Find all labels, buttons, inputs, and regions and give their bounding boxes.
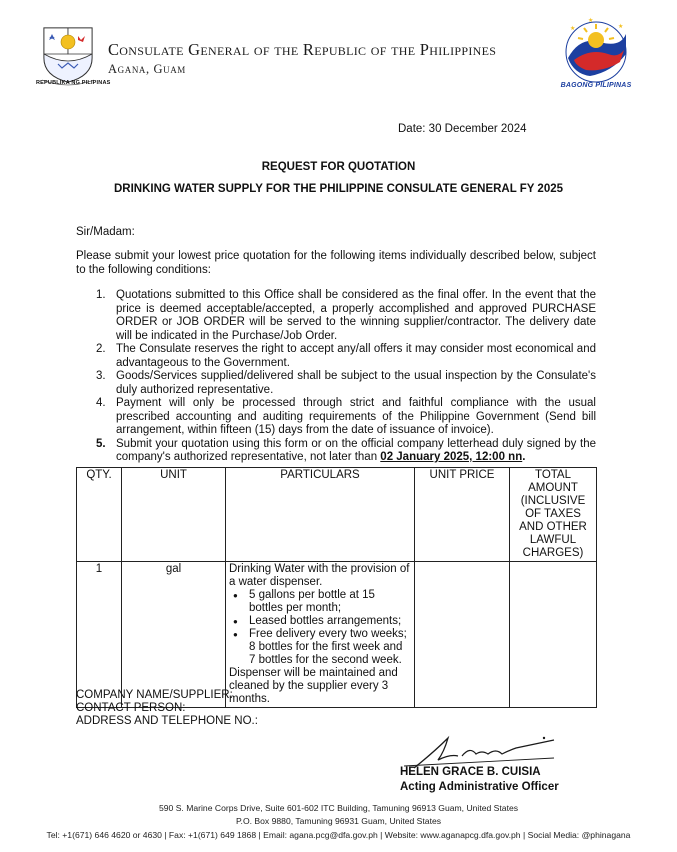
row-qty: 1 — [77, 562, 122, 708]
condition-text: Goods/Services supplied/delivered shall be subject to the usual inspection by the Consulate's duly authorized representative. — [116, 370, 596, 396]
contact-person-label: CONTACT PERSON: — [76, 702, 186, 714]
row-total-amount[interactable] — [510, 562, 597, 708]
condition-text: Submit your quotation using this form or on the official company letterhead duly signed by the company's authorized representative, not later than — [116, 437, 596, 463]
list-item: ● Free delivery every two weeks; 8 bottles for the first week and 7 bottles for the second week. — [249, 628, 411, 667]
table-header-row — [77, 468, 597, 562]
condition-number: 2. — [96, 343, 106, 355]
condition-item — [76, 289, 596, 343]
header-total-amount: TOTAL AMOUNT (INCLUSIVE OF TAXES AND OTHER LAWFUL CHARGES) — [510, 468, 597, 562]
condition-item — [76, 397, 596, 438]
list-item: ● Leased bottles arrangements; — [249, 615, 411, 628]
condition-text: Quotations submitted to this Office shall be considered as the final offer. In the event that the price is deemed acceptable/accepted, a properly accomplished and approved PURCHASE ORDER or JOB ORDER will be served to the winning supplier/contractor. The delivery date will be indicated in the Purchase/Job Order. — [116, 289, 596, 342]
condition-text: Payment will only be processed through strict and faithful compliance with the usual prescribed accounting and auditing requirements of the Philippine Government (Send bill arrangement, within fifteen (15) days from the date of issuance of invoice). — [116, 397, 596, 436]
address-telephone-label: ADDRESS AND TELEPHONE NO.: — [76, 715, 258, 727]
particulars-description: Drinking Water with the provision of a water dispenser. — [229, 563, 410, 588]
svg-text:★: ★ — [570, 26, 576, 32]
condition-end: . — [522, 451, 526, 463]
consulate-location: Agana, Guam — [108, 62, 186, 76]
table-row — [77, 562, 597, 708]
header-qty: QTY. — [77, 468, 122, 562]
condition-item — [76, 370, 596, 397]
company-name-label: COMPANY NAME/SUPPLIER: — [76, 689, 233, 701]
condition-number: 1. — [96, 289, 106, 301]
bagong-pilipinas-caption: BAGONG PILIPINAS — [560, 82, 632, 89]
signatory-position: Acting Administrative Officer — [400, 781, 559, 793]
consulate-title: Consulate General of the Republic of the Philippines — [108, 40, 497, 59]
svg-text:★: ★ — [618, 24, 624, 30]
philippine-seal — [38, 22, 98, 86]
bagong-pilipinas-logo — [560, 14, 632, 84]
conditions-list — [76, 289, 596, 465]
document-date: Date: 30 December 2024 — [398, 123, 527, 135]
list-item: ● 5 gallons per bottle at 15 bottles per month; — [249, 589, 411, 615]
condition-number: 4. — [96, 397, 106, 409]
submission-deadline: 02 January 2025, 12:00 nn — [380, 451, 523, 463]
particulars-list — [229, 589, 411, 667]
quotation-table — [76, 467, 597, 708]
header-particulars: PARTICULARS — [226, 468, 415, 562]
row-particulars — [226, 562, 415, 708]
condition-item — [76, 438, 596, 465]
footer-address: 590 S. Marine Corps Drive, Suite 601-602 ITC Building, Tamuning 96913 Guam, United States — [158, 803, 519, 813]
condition-number: 3. — [96, 370, 106, 382]
svg-text:★: ★ — [588, 18, 594, 24]
footer-po-box: P.O. Box 9880, Tamuning 96931 Guam, United States — [235, 816, 442, 826]
intro-paragraph: Please submit your lowest price quotation for the following items individually described below, subject to the following conditions: — [76, 250, 596, 276]
particulars-footer: Dispenser will be maintained and cleaned by the supplier every 3 months. — [229, 667, 398, 705]
condition-text: The Consulate reserves the right to accept any/all offers it may consider most economical and advantageous to the Government. — [116, 343, 596, 369]
condition-number: 5. — [96, 437, 106, 450]
condition-item — [76, 343, 596, 370]
header-unit-price: UNIT PRICE — [415, 468, 510, 562]
seal-caption: REPUBLIKA NG PILIPINAS — [36, 80, 111, 86]
row-unit-price[interactable] — [415, 562, 510, 708]
header-unit: UNIT — [122, 468, 226, 562]
signatory-name: HELEN GRACE B. CUISIA — [400, 766, 541, 778]
document-title: REQUEST FOR QUOTATION — [261, 161, 416, 173]
row-unit: gal — [122, 562, 226, 708]
footer-contact: Tel: +1(671) 646 4620 or 4630 | Fax: +1(671) 649 1868 | Email: agana.pcg@dfa.gov.ph | Website: www.aganapcg.dfa.gov.ph | Social Media: @phinagana — [46, 830, 631, 840]
document-subtitle: DRINKING WATER SUPPLY FOR THE PHILIPPINE CONSULATE GENERAL FY 2025 — [114, 183, 563, 195]
salutation: Sir/Madam: — [76, 226, 135, 238]
